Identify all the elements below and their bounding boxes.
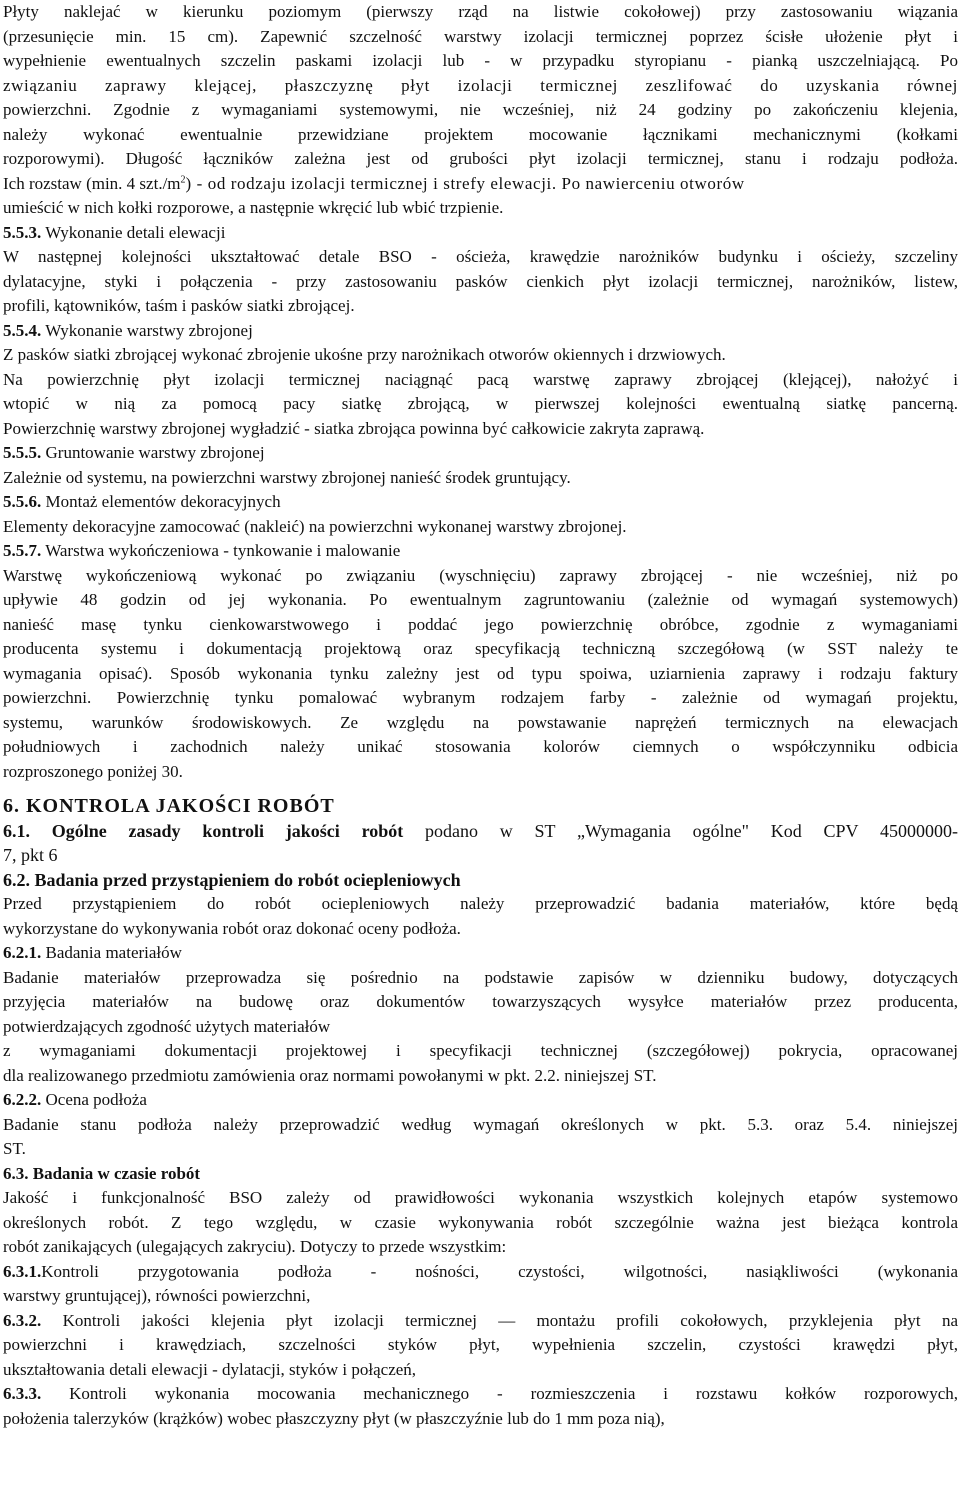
text-line: Płyty naklejać w kierunku poziomym (pierwszy rząd na listwie cokołowej) przy zastosowaniu wiązania: [3, 2, 958, 21]
text-line: Jakość i funkcjonalność BSO zależy od prawidłowości wykonania wszystkich kolejnych etapów systemowo: [3, 1188, 958, 1207]
text-line: Warstwę wykończeniową wykonać po związaniu (wyschnięciu) zaprawy zbrojącej - nie wcześniej, niż po: [3, 565, 958, 585]
text-line: potwierdzających zgodność użytych materiałów: [3, 1016, 331, 1036]
text-line: W następnej kolejności ukształtować detale BSO - ościeża, krawędzie narożników budynku i ościeży, szczeliny: [3, 247, 958, 266]
text-line: powierzchni. Zgodnie z wymaganiami systemowymi, nie wcześniej, niż 24 godziny po zakończeniu klejenia,: [3, 100, 958, 119]
text-line: Z pasków siatki zbrojącej wykonać zbrojenie ukośne przy narożnikach otworów okiennych i drzwiowych.: [3, 345, 726, 364]
section-6-2-1: [3, 941, 958, 1088]
section-5-5-6: [3, 490, 958, 539]
section-5-5-7: [3, 539, 958, 784]
text-line: robót zanikających (ulegających zakryciu). Dotyczy to przede wszystkim:: [3, 1237, 507, 1256]
text-line: dylatacyjne, styki i połączenia - przy zastosowaniu pasków cienkich płyt izolacji termicznej, narożników, listew,: [3, 271, 958, 291]
text-line: z wymaganiami dokumentacji projektowej i specyfikacji technicznej (szczegółowej) pokrycia, opracowanej: [3, 1041, 958, 1060]
section-6-1: [3, 819, 958, 868]
text-line: 6.3.3. Kontroli wykonania mocowania mechanicznego - rozmieszczenia i rozstawu kołków rozporowych,: [3, 1384, 958, 1403]
text-line: umieścić w nich kołki rozporowe, a następnie wkręcić lub wbić trzpienie.: [3, 198, 504, 217]
text-line: Badanie materiałów przeprowadza się pośrednio na podstawie zapisów w dzienniku budowy, dotyczących: [3, 967, 958, 987]
text-line: wykorzystane do wykonywania robót oraz dokonać oceny podłoża.: [3, 918, 461, 938]
text-line: wtopić w nią za pomocą pacy siatkę zbrojącą, w pierwszej kolejności ewentualną siatkę pancerną.: [3, 394, 958, 413]
text-line: rozporowymi). Długość łączników zależna jest od grubości płyt izolacji termicznej, stanu i rodzaju podłoża.: [3, 149, 958, 168]
text-line: 6.3.1.Kontroli przygotowania podłoża - nośności, czystości, wilgotności, nasiąkliwości (wykonania: [3, 1261, 958, 1281]
section-heading: 5.5.4. Wykonanie warstwy zbrojonej: [3, 320, 253, 340]
text-line: ST.: [3, 1139, 26, 1158]
text-line: Ich rozstaw (min. 4 $szt./m^2$) - od rodzaju izolacji termicznej i strefy elewacji. Po nawierceniu otworów: [3, 173, 745, 193]
section-5-5-5: [3, 441, 958, 490]
section-heading: 6.2.2. Ocena podłoża: [3, 1090, 147, 1109]
text-line: (przesunięcie min. 15 cm). Zapewnić szczelność warstwy izolacji termicznej poprzez ścisłe ułożenie płyt i: [3, 26, 958, 46]
text-line: położenia talerzyków (krążków) wobec płaszczyzny płyt (w płaszczyźnie lub do 1 mm poza nią),: [3, 1408, 665, 1428]
text-line: producenta systemu i dokumentacją projektową oraz specyfikacją techniczną szczegółową (w SST należy te: [3, 639, 958, 658]
text-line: nanieść masę tynku cienkowarstwowego i poddać jego powierzchnię obróbce, zgodnie z wymaganiami: [3, 614, 958, 634]
section-heading: 5.5.7. Warstwa wykończeniowa - tynkowanie i malowanie: [3, 541, 401, 560]
section-6-3-3: [3, 1382, 958, 1431]
text-line: profili, kątowników, taśm i pasków siatki zbrojącej.: [3, 296, 355, 315]
text-line: Przed przystąpieniem do robót ociepleniowych należy przeprowadzić badania materiałów, które będą: [3, 894, 958, 913]
section-6-3-1: [3, 1260, 958, 1309]
section-heading: 6.2. Badania przed przystąpieniem do robót ociepleniowych: [3, 869, 461, 890]
text-line: systemu, warunków środowiskowych. Ze względu na powstawanie naprężeń termicznych na elewacjach: [3, 712, 958, 732]
text-line: należy wykonać ewentualnie przewidziane projektem mocowanie łącznikami mechanicznymi (kołkami: [3, 124, 958, 144]
text-line: Elementy dekoracyjne zamocować (nakleić) na powierzchni wykonanej warstwy zbrojonej.: [3, 516, 627, 536]
section-heading: 6.2.1. Badania materiałów: [3, 943, 182, 962]
text-line: powierzchni i krawędziach, szczelności styków płyt, wypełnienia szczelin, czystości krawędzi płyt,: [3, 1335, 958, 1354]
text-line: upływie 48 godzin od jej wykonania. Po ewentualnym zagruntowaniu (zależnie od wymagań systemowych): [3, 590, 958, 609]
text-line: powierzchni. Powierzchnię tynku pomalować wybranym rodzajem farby - zależnie od wymagań projektu,: [3, 688, 958, 707]
paragraph-adhesion: [3, 0, 958, 221]
text-line: Powierzchnię warstwy zbrojonej wygładzić - siatka zbrojąca powinna być całkowicie zakryta zaprawą.: [3, 418, 705, 438]
section-heading: 5.5.5. Gruntowanie warstwy zbrojonej: [3, 443, 265, 462]
text-line: Na powierzchnię płyt izolacji termicznej naciągnąć pacą warstwę zaprawy zbrojącej (klejącej), nałożyć i: [3, 369, 958, 389]
section-5-5-4: [3, 319, 958, 442]
text-line: Badanie stanu podłoża należy przeprowadzić według wymagań określonych w pkt. 5.3. oraz 5.4. niniejszej: [3, 1114, 958, 1134]
text-line: warstwy gruntującej), równości powierzchni,: [3, 1286, 311, 1305]
text-line: związaniu zaprawy klejącej, płaszczyznę płyt izolacji termicznej zeszlifować do uzyskania równej: [3, 75, 958, 95]
text-line: 6.3.2. Kontroli jakości klejenia płyt izolacji termicznej — montażu profili cokołowych, przyklejenia płyt na: [3, 1310, 958, 1330]
section-heading: 5.5.6. Montaż elementów dekoracyjnych: [3, 492, 281, 511]
text-line: wymagania opisać). Sposób wykonania tynku zależny jest od typu spoiwa, uziarnienia zaprawy i rodzaju faktury: [3, 663, 958, 683]
chapter-heading-6: 6. KONTROLA JAKOŚCI ROBÓT: [3, 795, 335, 817]
section-6-3: [3, 1162, 958, 1260]
text-line: rozproszonego poniżej 30.: [3, 761, 183, 781]
section-heading: 5.5.3. Wykonanie detali elewacji: [3, 222, 226, 242]
text-line: przyjęcia materiałów na budowę oraz dokumentów towarzyszących wysyłce materiałów przez producenta,: [3, 992, 958, 1011]
section-5-5-3: [3, 221, 958, 319]
section-heading: 6.1. Ogólne zasady kontroli jakości robót podano w ST „Wymagania ogólne" Kod CPV 45000000-: [3, 820, 958, 841]
text-line: 7, pkt 6: [3, 845, 58, 865]
text-line: południowych i zachodnich należy unikać stosowania kolorów ciemnych o współczynniku odbicia: [3, 737, 958, 756]
section-6-3-2: [3, 1309, 958, 1383]
text-line: ukształtowania detali elewacji - dylatacji, styków i połączeń,: [3, 1359, 417, 1379]
text-line: wypełnienie ewentualnych szczelin paskami izolacji lub - w przypadku styropianu - pianką uszczelniającą. Po: [3, 51, 958, 70]
section-6-2-2: [3, 1088, 958, 1162]
text-line: dla realizowanego przedmiotu zamówienia oraz normami powołanymi w pkt. 2.2. niniejszej ST.: [3, 1065, 657, 1085]
text-line: Zależnie od systemu, na powierzchni warstwy zbrojonej nanieść środek gruntujący.: [3, 467, 571, 487]
section-6-2: [3, 868, 958, 942]
section-heading: 6.3. Badania w czasie robót: [3, 1163, 201, 1183]
text-line: określonych robót. Z tego względu, w czasie wykonywania robót szczególnie ważna jest bieżąca kontrola: [3, 1212, 958, 1232]
